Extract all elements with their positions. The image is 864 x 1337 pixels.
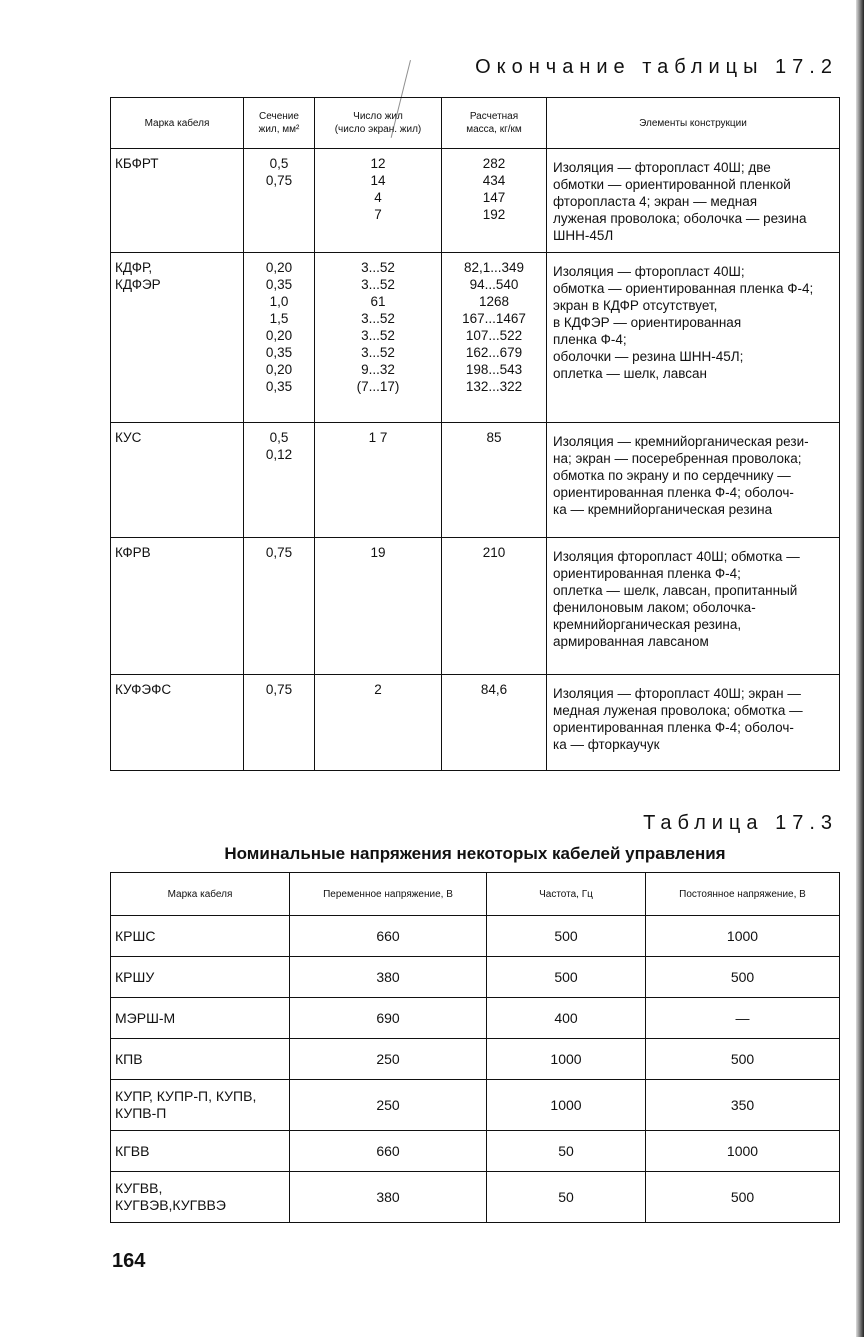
cell-mass [442,149,547,253]
table-row [111,675,840,771]
cell-section [244,675,315,771]
cell-line: Изоляция фторопласт 40Ш; обмотка — [553,549,800,564]
cell-elements [547,149,840,253]
cell-line: 0,75 [265,682,293,697]
cell-line: 434 [482,173,506,188]
cell-line: 9...32 [361,362,395,377]
cell-line: ка — кремнийорганическая резина [553,502,773,517]
cell-section [244,149,315,253]
cell-line: 132...322 [465,379,523,394]
table-row [111,998,840,1039]
cell-dc-voltage: 500 [646,1172,840,1223]
cell-line: ориентированная пленка Ф-4; [553,566,741,581]
cell-line: армированная лавсаном [553,634,709,649]
cell-line: КДФР, [115,260,153,275]
cell-elements [547,253,840,423]
cell-line: ка — фторкаучук [553,737,660,752]
cell-line: (7...17) [356,379,400,394]
cell-dc-voltage: 350 [646,1080,840,1131]
header-elements: Элементы конструкции [547,98,840,149]
cell-line: 198...543 [465,362,523,377]
cell-line: оболочки — резина ШНН-45Л; [553,349,744,364]
header-cores: Число жил (число экран. жил) [315,98,442,149]
table-row [111,1131,840,1172]
cell-mark [111,1080,290,1131]
cell-line: 0,35 [265,277,293,292]
cell-line: КУФЭФС [115,682,172,697]
cell-line: 3...52 [361,328,395,343]
cell-mark [111,423,244,538]
cell-line: 0,20 [265,260,293,275]
cell-cores [315,149,442,253]
cell-mark [111,957,290,998]
cell-line: 0,20 [265,362,293,377]
cell-ac-voltage: 250 [290,1039,487,1080]
cell-frequency: 50 [487,1131,646,1172]
cell-line: кремнийорганическая резина, [553,617,742,632]
cell-line: КУС [115,430,142,445]
cell-dc-voltage: 500 [646,957,840,998]
cell-mark [111,149,244,253]
cell-line: МЭРШ-М [115,1009,176,1026]
table-row [111,423,840,538]
header-mark: Марка кабеля [111,98,244,149]
cell-line: 0,75 [265,545,293,560]
cell-line: пленка Ф-4; [553,332,627,347]
cell-mark [111,1172,290,1223]
cell-line: Изоляция — кремнийорганическая рези- [553,434,809,449]
header-section: Сечение жил, мм² [244,98,315,149]
table-header-row [111,98,840,149]
cell-mark [111,253,244,423]
table-row [111,538,840,675]
cell-line: КГВВ [115,1142,150,1159]
cell-mark [111,1131,290,1172]
cell-frequency: 1000 [487,1039,646,1080]
cell-line: 12 [370,156,386,171]
cell-line: 0,75 [265,173,293,188]
cell-cores [315,675,442,771]
cell-line: 192 [482,207,506,222]
cell-mark [111,998,290,1039]
cell-line: 147 [482,190,506,205]
cell-ac-voltage: 660 [290,1131,487,1172]
cell-ac-voltage: 250 [290,1080,487,1131]
cell-elements [547,423,840,538]
cell-mass [442,253,547,423]
cell-line: Изоляция — фторопласт 40Ш; экран — [553,686,801,701]
table-17-3-body [111,916,840,1223]
cell-line: ориентированная пленка Ф-4; оболоч- [553,720,794,735]
cell-elements [547,675,840,771]
page-number: 164 [112,1250,146,1272]
cell-line: КПВ [115,1050,143,1067]
cell-mass [442,675,547,771]
header-mark: Марка кабеля [111,873,290,916]
cell-section [244,253,315,423]
cell-line: 61 [370,294,386,309]
cell-frequency: 1000 [487,1080,646,1131]
cell-cores [315,423,442,538]
cell-mark [111,916,290,957]
cell-line: КУПВ-П [115,1105,167,1121]
cell-line: КБФРТ [115,156,159,171]
cell-line: на; экран — посеребренная проволока; [553,451,802,466]
cell-line: 3...52 [361,311,395,326]
cell-dc-voltage: 1000 [646,1131,840,1172]
cell-line: КУГВЭВ,КУГВВЭ [115,1197,226,1213]
cell-line: обмотки — ориентированной пленкой [553,177,791,192]
cell-mark [111,538,244,675]
cell-ac-voltage: 380 [290,1172,487,1223]
cell-frequency: 400 [487,998,646,1039]
cell-line: медная луженая проволока; обмотка — [553,703,803,718]
cell-line: 3...52 [361,277,395,292]
header-dc-voltage: Постоянное напряжение, В [646,873,840,916]
cell-cores [315,538,442,675]
cell-line: Изоляция — фторопласт 40Ш; [553,264,745,279]
cell-mark [111,675,244,771]
cell-line: 210 [482,545,506,560]
cell-line: оплетка — шелк, лавсан, пропитанный [553,583,798,598]
cell-line: экран в КДФР отсутствует, [553,298,718,313]
cell-line: 0,35 [265,345,293,360]
cell-line: Изоляция — фторопласт 40Ш; две [553,160,771,175]
cell-line: 167...1467 [462,311,526,326]
cell-line: 19 [370,545,386,560]
cell-line: обмотка по экрану и по сердечнику — [553,468,791,483]
cell-ac-voltage: 380 [290,957,487,998]
cell-line: 3...52 [361,345,395,360]
cell-frequency: 500 [487,957,646,998]
cell-elements [547,538,840,675]
cell-line: 4 [374,190,382,205]
cell-line: 3...52 [361,260,395,275]
table-row [111,149,840,253]
table-row [111,1039,840,1080]
cell-frequency: 500 [487,916,646,957]
cell-line: 0,12 [265,447,293,462]
cell-line: 1,5 [269,311,289,326]
cell-dc-voltage: 500 [646,1039,840,1080]
cell-mass [442,423,547,538]
cell-ac-voltage: 660 [290,916,487,957]
table-header-row [111,873,840,916]
cell-line: ориентированная пленка Ф-4; оболоч- [553,485,794,500]
cell-line: ШНН-45Л [553,228,614,243]
cell-line: 1 7 [368,430,388,445]
table-row [111,1172,840,1223]
cell-line: 94...540 [469,277,519,292]
cell-line: в КДФЭР — ориентированная [553,315,742,330]
cell-line: КДФЭР [115,277,161,292]
header-mass: Расчетная масса, кг/км [442,98,547,149]
cell-dc-voltage: — [646,998,840,1039]
cell-line: КРШУ [115,968,155,985]
cell-line: 2 [374,682,382,697]
cell-cores [315,253,442,423]
cell-line: фторопласта 4; экран — медная [553,194,758,209]
cell-line: 1,0 [269,294,289,309]
header-ac-voltage: Переменное напряжение, В [290,873,487,916]
table-17-3-title: Номинальные напряжения некоторых кабелей управления [224,844,726,863]
cell-dc-voltage: 1000 [646,916,840,957]
cell-line: 1268 [478,294,510,309]
cell-line: 282 [482,156,506,171]
cell-line: 0,20 [265,328,293,343]
cell-line: 85 [486,430,502,445]
header-frequency: Частота, Гц [487,873,646,916]
table-17-2-body [111,149,840,771]
table-17-3 [110,872,840,1223]
cell-mark [111,1039,290,1080]
cell-line: КФРВ [115,545,151,560]
cell-line: оплетка — шелк, лавсан [553,366,707,381]
table-row [111,957,840,998]
cell-line: 162...679 [465,345,523,360]
cell-line: КУПР, КУПР-П, КУПВ, [115,1088,257,1104]
cell-line: 0,5 [269,430,289,445]
cell-line: 82,1...349 [463,260,525,275]
table-17-3-caption: Таблица 17.3 [643,812,838,834]
table-row [111,916,840,957]
cell-ac-voltage: 690 [290,998,487,1039]
cell-line: 7 [374,207,382,222]
table-17-2-caption: Окончание таблицы 17.2 [475,56,838,78]
cell-section [244,423,315,538]
table-row [111,1080,840,1131]
cell-line: 84,6 [480,682,508,697]
cell-mass [442,538,547,675]
cell-line: КРШС [115,927,156,944]
table-row [111,253,840,423]
cell-line: обмотка — ориентированная пленка Ф-4; [553,281,814,296]
cell-line: 14 [370,173,386,188]
cell-line: 0,35 [265,379,293,394]
cell-section [244,538,315,675]
cell-line: 0,5 [269,156,289,171]
cell-line: луженая проволока; оболочка — резина [553,211,807,226]
table-17-2 [110,97,840,771]
cell-line: КУГВВ, [115,1180,163,1196]
cell-line: 107...522 [465,328,523,343]
cell-line: фенилоновым лаком; оболочка- [553,600,756,615]
page-spine-shadow [856,0,864,1337]
cell-frequency: 50 [487,1172,646,1223]
